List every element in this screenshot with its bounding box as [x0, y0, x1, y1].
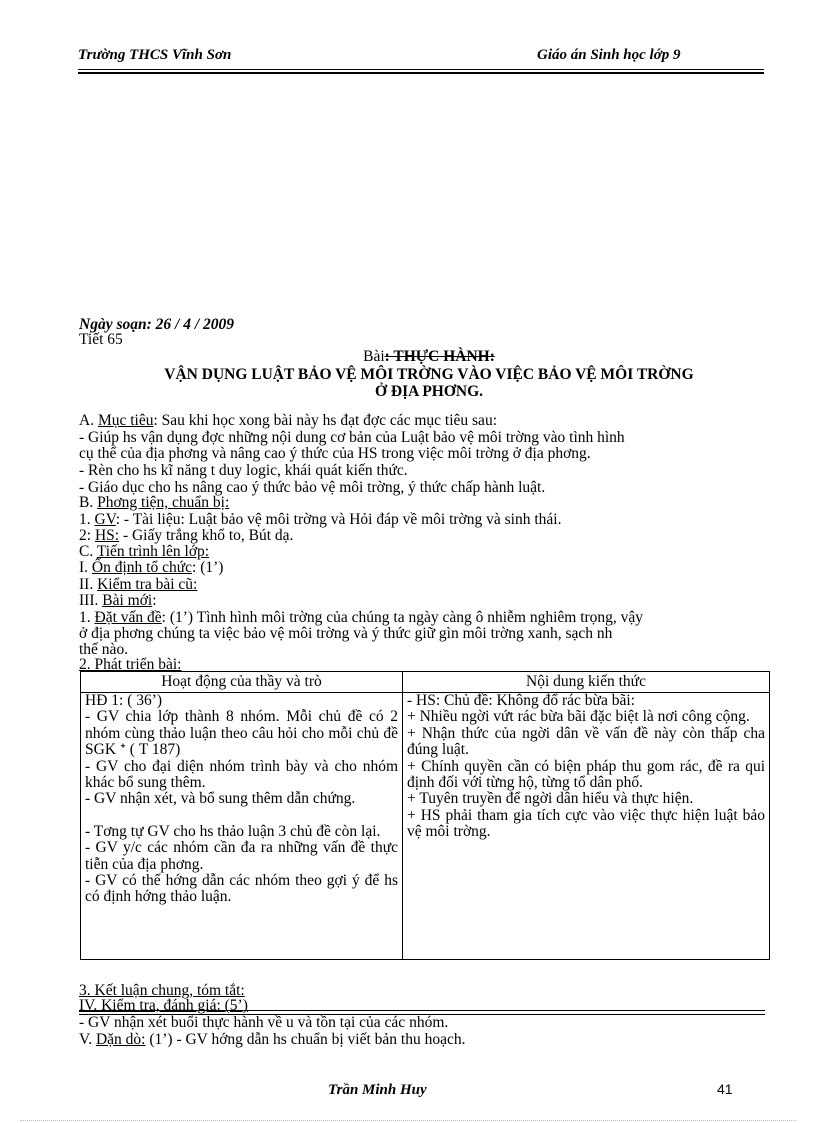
- homework: [79, 1031, 465, 1048]
- homework-prefix: V.: [79, 1031, 96, 1048]
- content-line: + HS phải tham gia tích cực vào việc thực hiện luật bảo vệ môi trờng.: [407, 806, 765, 841]
- section-b-heading: [79, 494, 229, 511]
- homework-label: Dặn dò:: [95, 1031, 146, 1048]
- table-header-row: [81, 672, 770, 693]
- content-line: + Nhận thức của ngời dân về vấn đề này còn thấp cha đúng luật.: [407, 724, 765, 759]
- assessment-text: - GV nhận xét buổi thực hành về u và tồn tại của các nhóm.: [79, 1014, 449, 1031]
- section-a-item-1: - Giúp hs vận dụng đợc những nội dung cơ bản của Luật bảo vệ môi trờng vào tình hình: [79, 429, 625, 446]
- prep-date: Ngày soạn: 26 / 4 / 2009: [79, 316, 234, 333]
- problem-statement-3: thế nào.: [79, 641, 129, 658]
- c-ii-label: Kiểm tra bài cũ:: [97, 576, 198, 593]
- header-rule: [78, 69, 764, 70]
- activity-line: - Tơng tự GV cho hs thảo luận 3 chủ đề còn lại.: [85, 822, 381, 840]
- activity-line: - GV có thể hớng dẫn các nhóm theo gợi ý để hs có định hớng thảo luận.: [85, 872, 398, 906]
- title-line-2: Ở ĐỊA PHƠNG.: [374, 383, 484, 400]
- c-i-label: Ổn định tổ chức: [91, 559, 193, 576]
- lesson-name: : THỰC HÀNH:: [384, 348, 495, 365]
- section-c-ii: [79, 576, 197, 593]
- hs-prefix: 2:: [79, 527, 95, 544]
- section-c-prefix: C.: [79, 543, 97, 560]
- header-rule-thick: [78, 72, 764, 74]
- section-a-label: Mục tiêu: [97, 412, 154, 429]
- section-a-item-3: - Rèn cho hs kĩ năng t duy logic, khái quát kiến thức.: [79, 462, 408, 479]
- section-a-heading: [79, 412, 497, 429]
- title-line-1: VẬN DỤNG LUẬT BẢO VỆ MÔI TRỜNG VÀO VIỆC BẢO VỆ MÔI TRỜNG: [164, 366, 694, 383]
- activity-line: HĐ 1: ( 36’): [85, 692, 163, 709]
- dvd-label: Đặt vấn đề: [94, 609, 162, 626]
- spacer: [85, 808, 398, 824]
- table-row: [81, 693, 770, 960]
- c-iii-prefix: III.: [79, 592, 103, 609]
- hs-label: HS:: [94, 527, 120, 544]
- page-edge: [20, 1120, 796, 1121]
- activity-line: - GV y/c các nhóm cần đa ra những vấn đề thực tiễn của địa phơng.: [85, 839, 398, 873]
- hs-text: - Giấy trắng khổ to, Bút dạ.: [119, 527, 294, 544]
- header-school: Trường THCS Vĩnh Sơn: [78, 47, 232, 63]
- footer-author: Trần Minh Huy: [328, 1082, 427, 1098]
- lesson-table: [80, 671, 770, 960]
- section-a-text: : Sau khi học xong bài này hs đạt đợc các mục tiêu sau:: [153, 412, 497, 429]
- homework-text: (1’) - GV hớng dẫn hs chuẩn bị viết bản thu hoạch.: [145, 1031, 466, 1048]
- gv-text: : - Tài liệu: Luật bảo vệ môi trờng và Hỏi đáp về môi trờng và sinh thái.: [115, 511, 562, 528]
- assessment-heading: IV. Kiểm tra, đánh giá: (5’): [79, 997, 248, 1014]
- c-i-prefix: I.: [79, 559, 92, 576]
- lesson-label: [79, 348, 779, 365]
- content-cell: [403, 693, 770, 960]
- gv-label: GV: [94, 511, 116, 528]
- dvd-prefix: 1.: [79, 609, 95, 626]
- section-a-item-4: - Giáo dục cho hs nâng cao ý thức bảo vệ môi trờng, ý thức chấp hành luật.: [79, 479, 546, 496]
- lesson-prefix: Bài: [363, 348, 385, 365]
- activity-line: - GV chia lớp thành 8 nhóm. Mỗi chủ đề có 2 nhóm cùng thảo luận theo câu hỏi cho mỗi chủ đề SGK ᐩ ( T 187): [85, 708, 398, 759]
- activity-line: - GV cho đại diện nhóm trình bày và cho nhóm khác bổ sung thêm.: [85, 757, 398, 792]
- section-b-prefix: B.: [79, 494, 98, 511]
- c-i-text: : (1’): [192, 559, 224, 576]
- conclusion-heading: 3. Kết luận chung, tóm tắt:: [79, 982, 245, 999]
- rule-1: [79, 1010, 765, 1011]
- development-heading: 2. Phát triển bài:: [79, 656, 182, 673]
- content-line: + Nhiều ngời vứt rác bừa bãi đặc biệt là nơi công cộng.: [407, 708, 750, 726]
- header-subject: Giáo án Sinh học lớp 9: [537, 47, 681, 63]
- problem-statement-2: ở địa phơng chúng ta việc bảo vệ môi trờng và ý thức giữ gìn môi trờng xanh, sạch nh: [79, 625, 613, 642]
- table-header-content: Nội dung kiến thức: [403, 672, 770, 693]
- section-c-iii: [79, 592, 157, 609]
- c-iii-label: Bài mới: [102, 592, 153, 609]
- content-line: + Chính quyền cần có biện pháp thu gom rác, đề ra qui định đối với từng hộ, từng tổ dân phố.: [407, 757, 765, 792]
- section-b-label: Phơng tiện, chuẩn bị:: [97, 494, 230, 511]
- c-ii-prefix: II.: [79, 576, 98, 593]
- content-line: - HS: Chủ đề: Không đổ rác bừa bãi:: [407, 692, 635, 709]
- section-c-i: [79, 559, 223, 576]
- dvd-text: : (1’) Tình hình môi trờng của chúng ta ngày càng ô nhiễm nghiêm trọng, vậy: [161, 609, 644, 626]
- activity-cell: [81, 693, 403, 960]
- section-a-item-2: cụ thể của địa phơng và nâng cao ý thức của HS trong việc môi trờng ở địa phơng.: [79, 445, 591, 462]
- page-number: 41: [717, 1081, 733, 1097]
- section-b-gv: [79, 511, 561, 528]
- period: Tiết 65: [79, 331, 123, 348]
- gv-prefix: 1.: [79, 511, 95, 528]
- c-iii-text: :: [152, 592, 157, 609]
- section-c-label: Tiến trình lên lớp:: [96, 543, 210, 560]
- section-c-heading: [79, 543, 209, 560]
- content-line: + Tuyên truyền để ngời dân hiểu và thực hiện.: [407, 790, 694, 808]
- section-a-prefix: A.: [79, 412, 98, 429]
- activity-line: - GV nhận xét, và bổ sung thêm dẫn chứng.: [85, 790, 356, 808]
- problem-statement: [79, 609, 643, 626]
- table-header-activity: Hoạt động của thầy và trò: [81, 672, 403, 693]
- section-b-hs: [79, 527, 293, 544]
